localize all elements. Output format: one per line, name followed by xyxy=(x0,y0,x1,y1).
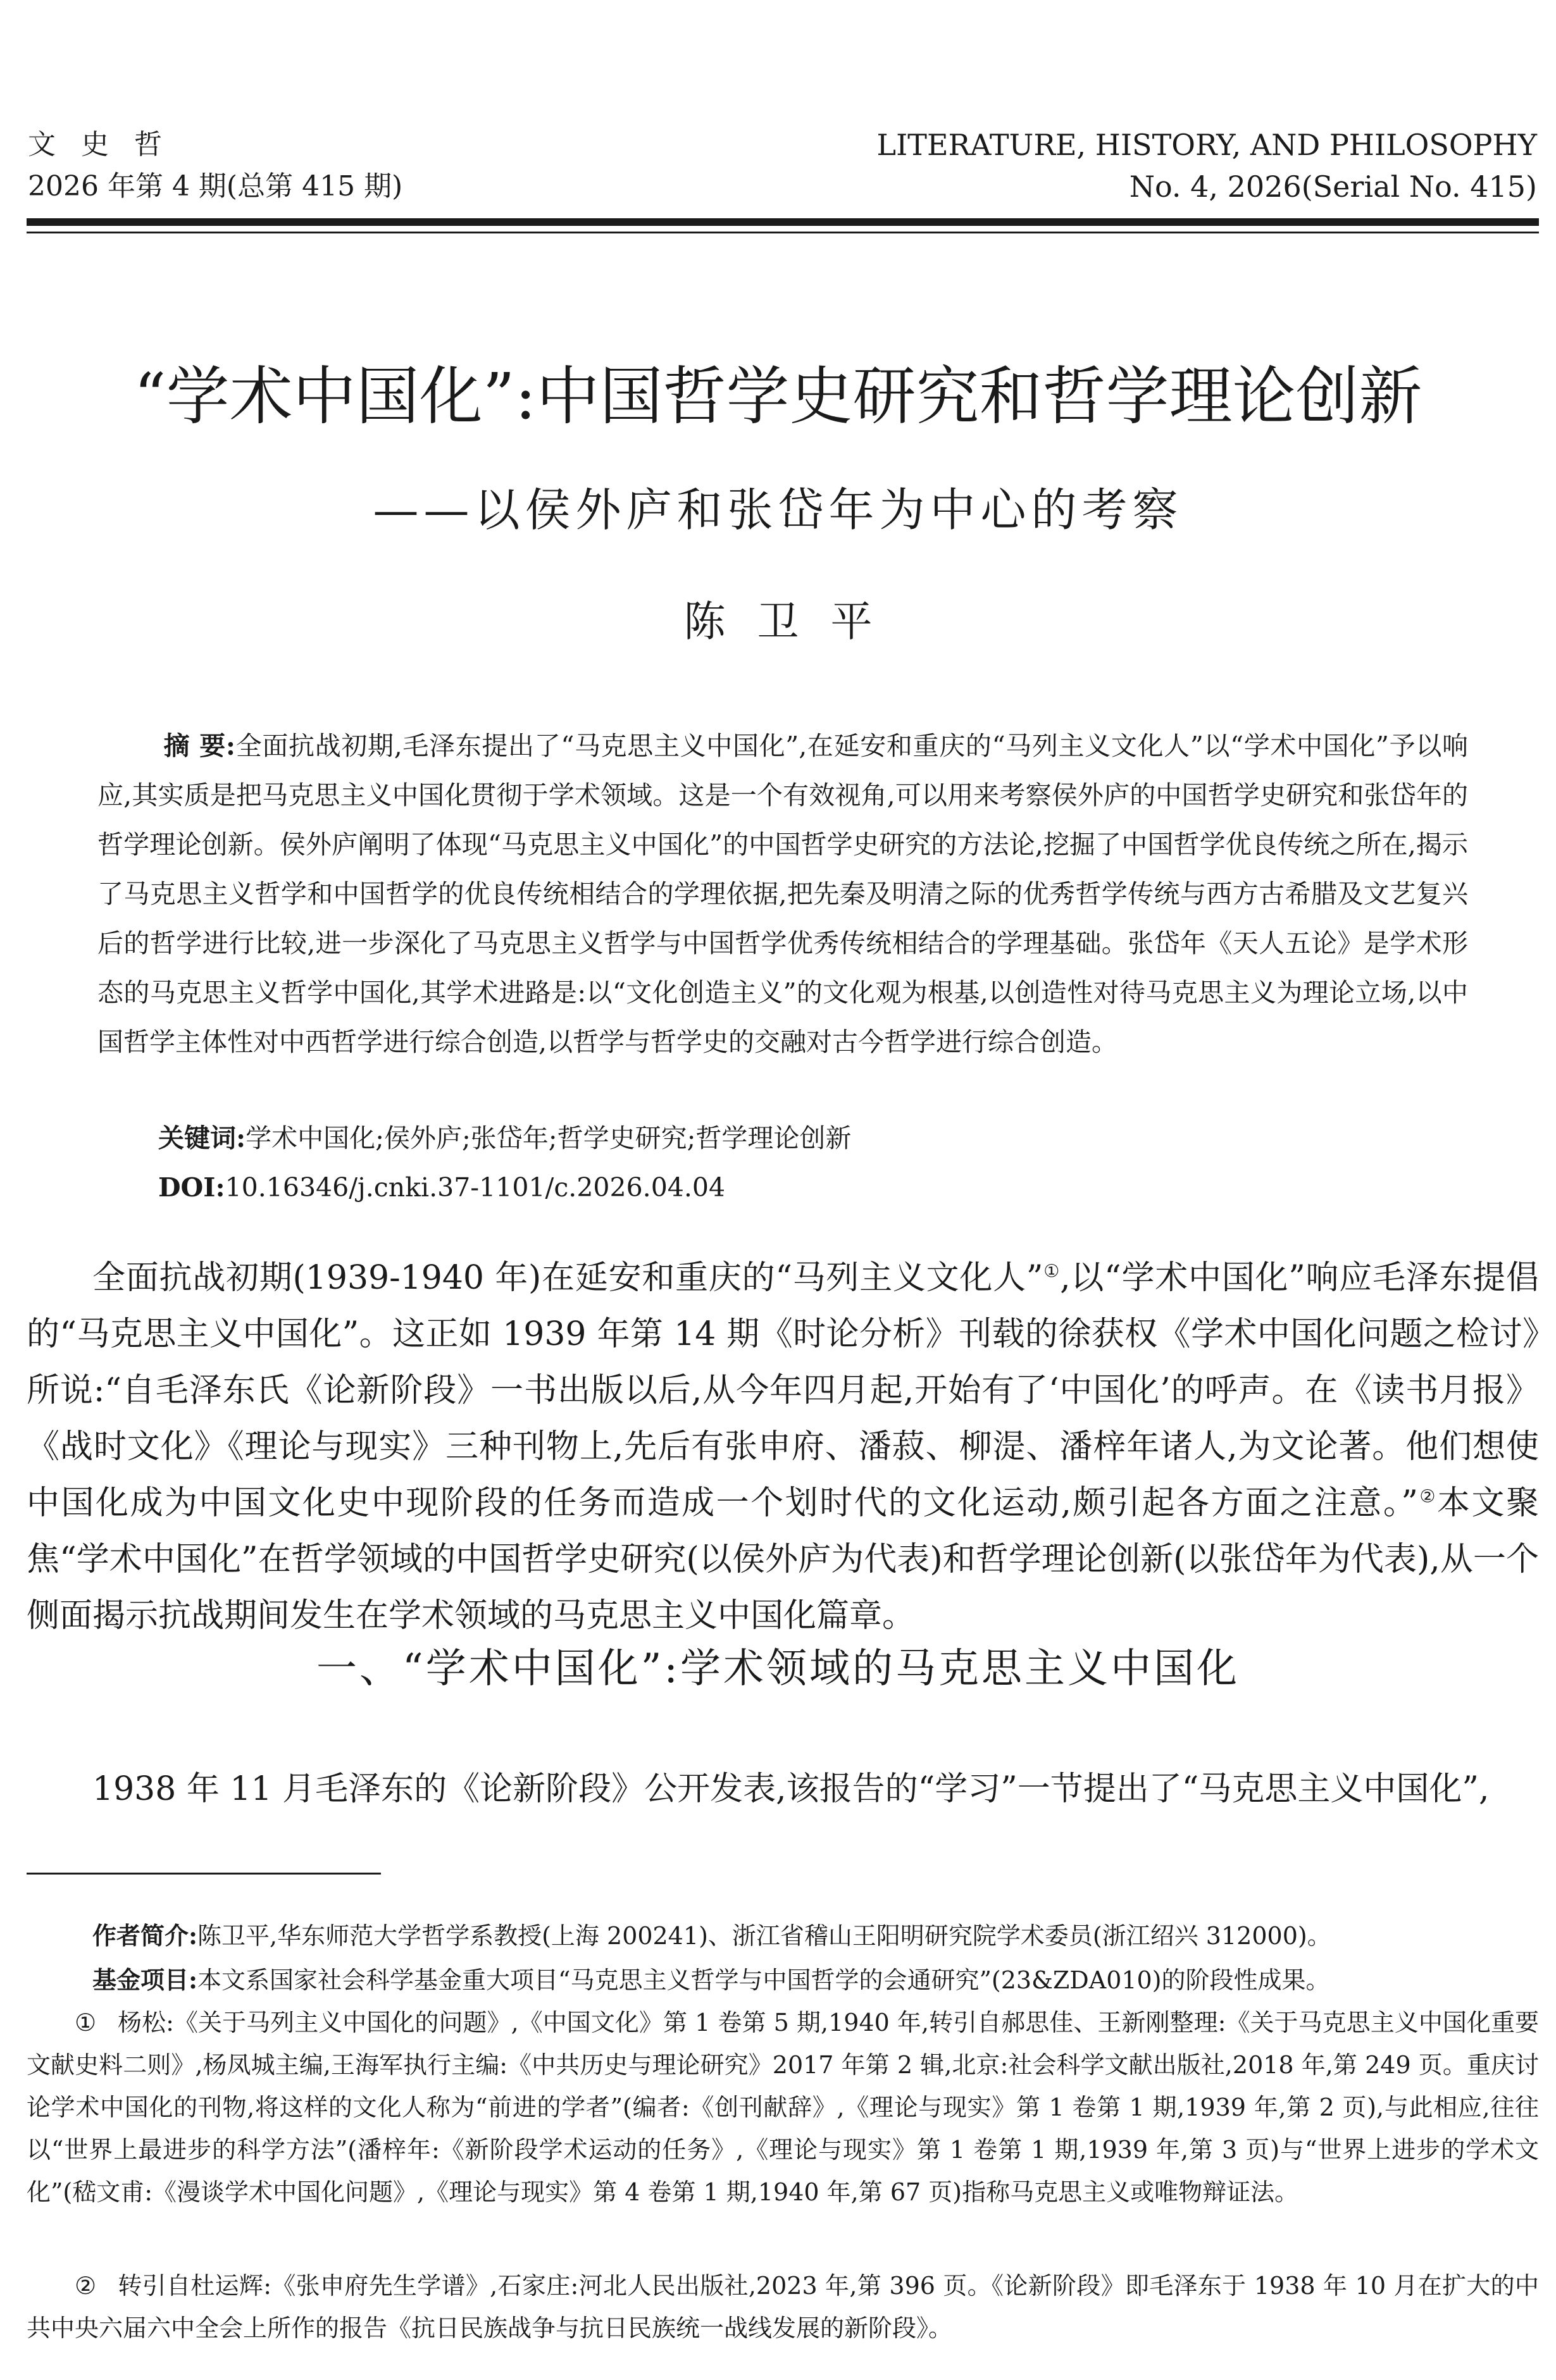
issue-cn: 2026 年第 4 期(总第 415 期) xyxy=(28,170,403,202)
header-rule-thin xyxy=(27,232,1539,233)
header-right xyxy=(877,124,1537,208)
issue-en: No. 4, 2026(Serial No. 415) xyxy=(1129,170,1537,204)
body-paragraph-2: 1938 年 11 月毛泽东的《论新阶段》公开发表,该报告的“学习”一节提出了“马克思主义中国化”, xyxy=(92,1770,1490,1808)
author-bio-text: 陈卫平,华东师范大学哲学系教授(上海 200241)、浙江省稽山王阳明研究院学术委员(浙江绍兴 312000)。 xyxy=(197,1922,1331,1950)
fund-text: 本文系国家社会科学基金重大项目“马克思主义哲学与中国哲学的会通研究”(23&ZDA010)的阶段性成果。 xyxy=(197,1966,1330,1994)
fund-note xyxy=(27,1959,1539,2002)
body-paragraph-1 xyxy=(27,1250,1539,1644)
p1-part-a: 全面抗战初期(1939-1940 年)在延安和重庆的“马列主义文化人” xyxy=(92,1259,1043,1297)
footnote-2-text: 转引自杜运辉:《张申府先生学谱》,石家庄:河北人民出版社,2023 年,第 396 页。《论新阶段》即毛泽东于 1938 年 10 月在扩大的中共中央六届六中全会上所作的报告《抗日民族战争与抗日民族统一战线发展的新阶段》。 xyxy=(27,2272,1539,2342)
author-bio-label: 作者简介: xyxy=(92,1921,198,1950)
article-title: “学术中国化”:中国哲学史研究和哲学理论创新 xyxy=(134,359,1422,433)
doi-label: DOI: xyxy=(158,1172,225,1203)
fund-label: 基金项目: xyxy=(92,1966,198,1994)
doi-text: 10.16346/j.cnki.37-1101/c.2026.04.04 xyxy=(225,1172,726,1203)
footnote-1-text: 杨松:《关于马列主义中国化的问题》,《中国文化》第 1 卷第 5 期,1940 年,转引自郝思佳、王新刚整理:《关于马克思主义中国化重要文献史料二则》,杨凤城主编,王海军执行主编:《中共历史与理论研究》2017 年第 2 辑,北京:社会科学文献出版社,2018 年,第 249 页。重庆讨论学术中国化的刊物,将这样的文化人称为“前进的学者”(编者:《创刊献辞》,《理论与现实》第 1 卷第 1 期,1939 年,第 2 页),与此相应,往往以“世界上最进步的科学方法”(潘梓年:《新阶段学术运动的任务》,《理论与现实》第 1 卷第 1 期,1939 年,第 3 页)与“世界上进步的学术文化”(嵇文甫:《漫谈学术中国化问题》,《理论与现实》第 4 卷第 1 期,1940 年,第 67 页)指称马克思主义或唯物辩证法。 xyxy=(27,2009,1539,2206)
keywords xyxy=(158,1113,851,1163)
journal-name-cn: 文史哲 xyxy=(28,128,187,161)
footnote-2-number: ② xyxy=(75,2272,97,2300)
abstract-text: 全面抗战初期,毛泽东提出了“马克思主义中国化”,在延安和重庆的“马列主义文化人”以“学术中国化”予以响应,其实质是把马克思主义中国化贯彻于学术领域。这是一个有效视角,可以用来考察侯外庐的中国哲学史研究和张岱年的哲学理论创新。侯外庐阐明了体现“马克思主义中国化”的中国哲学史研究的方法论,挖掘了中国哲学优良传统之所在,揭示了马克思主义哲学和中国哲学的优良传统相结合的学理依据,把先秦及明清之际的优秀哲学传统与西方古希腊及文艺复兴后的哲学进行比较,进一步深化了马克思主义哲学与中国哲学优秀传统相结合的学理基础。张岱年《天人五论》是学术形态的马克思主义哲学中国化,其学术进路是:以“文化创造主义”的文化观为根基,以创造性对待马克思主义为理论立场,以中国哲学主体性对中西哲学进行综合创造,以哲学与哲学史的交融对古今哲学进行综合创造。 xyxy=(97,731,1468,1057)
keywords-text: 学术中国化;侯外庐;张岱年;哲学史研究;哲学理论创新 xyxy=(246,1123,852,1153)
header-rule-thick xyxy=(27,218,1539,226)
keywords-label: 关键词: xyxy=(158,1123,246,1153)
journal-name-en: LITERATURE, HISTORY, AND PHILOSOPHY xyxy=(876,128,1537,162)
footnote-ref-2[interactable]: ② xyxy=(1417,1485,1438,1507)
footnote-1 xyxy=(27,2002,1539,2214)
footnote-ref-1[interactable]: ① xyxy=(1043,1260,1061,1282)
footnote-rule xyxy=(27,1873,381,1875)
abstract-label: 摘 要: xyxy=(163,731,236,761)
abstract xyxy=(97,721,1468,1067)
header-left xyxy=(28,124,402,208)
article-subtitle: ——以侯外庐和张岱年为中心的考察 xyxy=(373,483,1183,536)
footnote-1-number: ① xyxy=(75,2009,97,2036)
doi xyxy=(158,1163,725,1212)
author-bio xyxy=(27,1914,1539,1957)
article-author: 陈卫平 xyxy=(683,597,904,646)
p1-part-c: 本文聚焦“学术中国化”在哲学领域的中国哲学史研究(以侯外庐为代表)和哲学理论创新(以张岱年为代表),从一个侧面揭示抗战期间发生在学术领域的马克思主义中国化篇章。 xyxy=(27,1484,1539,1635)
section-heading-1: 一、“学术中国化”:学术领域的马克思主义中国化 xyxy=(316,1646,1240,1692)
p1-part-b: ,以“学术中国化”响应毛泽东提倡的“马克思主义中国化”。这正如 1939 年第 14 期《时论分析》刊载的徐获权《学术中国化问题之检讨》所说:“自毛泽东氏《论新阶段》一书出版以后,从今年四月起,开始有了‘中国化’的呼声。在《读书月报》《战时文化》《理论与现实》三种刊物上,先后有张申府、潘菽、柳湜、潘梓年诸人,为文论著。他们想使中国化成为中国文化史中现阶段的任务而造成一个划时代的文化运动,颇引起各方面之注意。” xyxy=(27,1259,1540,1522)
footnote-2 xyxy=(27,2265,1539,2350)
